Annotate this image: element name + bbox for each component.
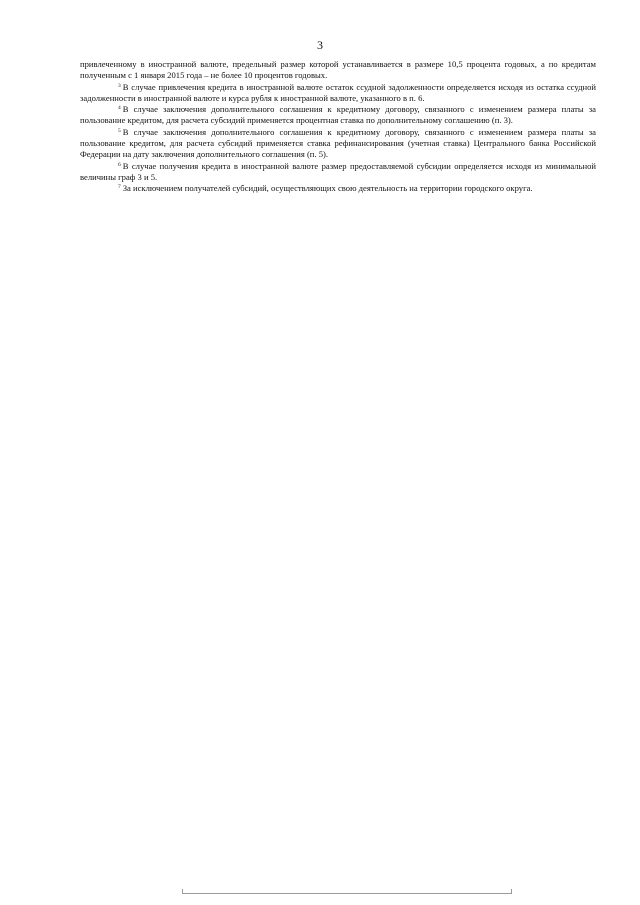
footnote-text: В случае привлечения кредита в иностранной валюте остаток ссудной задолженности определяется исходя из остатка ссудной задолженности в иностранной валюте и курса рубля к иностранной валюте, указанного в п. 6. [80, 81, 596, 103]
intro-paragraph: привлеченному в иностранной валюте, предельный размер которой устанавливается в размере 10,5 процента годовых, а по кредитам полученным с 1 января 2015 года – не более 10 процентов годовых. [80, 59, 596, 81]
page-number: 3 [317, 38, 323, 52]
footnote-5 [80, 127, 596, 161]
footnotes-block [80, 59, 596, 195]
footnote-7 [80, 183, 596, 194]
footnote-marker: 6 [118, 161, 121, 168]
scan-edge-tick [511, 889, 512, 894]
scan-edge-line [182, 893, 512, 894]
footnote-marker: 7 [118, 184, 121, 191]
footnote-6 [80, 161, 596, 184]
footnote-text: В случае заключения дополнительного соглашения к кредитному договору, связанного с изменением размера платы за пользование кредитом, для расчета субсидий применяется процентная ставка по дополнительному соглашению (п. 3). [80, 104, 596, 126]
footnote-4 [80, 104, 596, 127]
footnote-3 [80, 82, 596, 105]
scan-edge-tick [182, 889, 183, 894]
footnote-text: В случае получения кредита в иностранной валюте размер предоставляемой субсидии определяется исходя из минимальной величины граф 3 и 5. [80, 160, 596, 182]
footnote-marker: 5 [118, 127, 121, 134]
footnote-marker: 3 [118, 82, 121, 89]
footnote-marker: 4 [118, 105, 121, 112]
footnote-text: За исключением получателей субсидий, осуществляющих свою деятельность на территории городского округа. [122, 183, 533, 194]
footnote-text: В случае заключения дополнительного соглашения к кредитному договору, связанного с изменением размера платы за пользование кредитом, для расчета субсидий применяется ставка рефинансирования (учетная ставка) Центрального банка Российской Федерации на дату заключения дополнительного соглашения (п. 5). [80, 126, 596, 160]
